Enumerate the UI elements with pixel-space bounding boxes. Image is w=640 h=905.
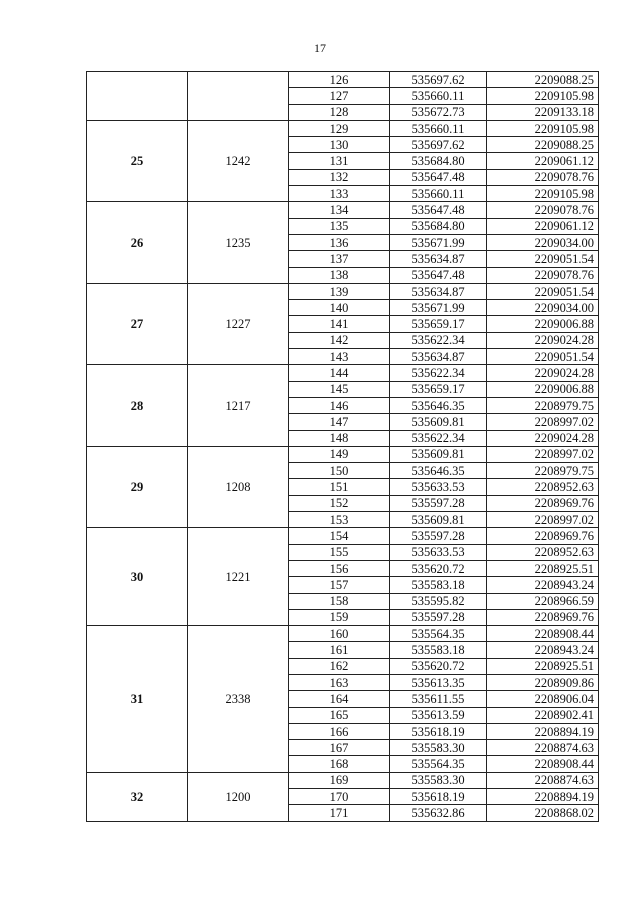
area-cell [188,72,289,121]
point-number-cell: 138 [289,267,390,283]
table-row [87,365,599,381]
area-cell: 1227 [188,283,289,364]
x-coordinate-cell: 535647.48 [390,202,487,218]
y-coordinate-cell: 2208997.02 [487,446,599,462]
y-coordinate-cell: 2208969.76 [487,609,599,625]
x-coordinate-cell: 535583.18 [390,642,487,658]
table-row [87,528,599,544]
point-number-cell: 156 [289,560,390,576]
parcel-number-cell: 25 [87,120,188,201]
x-coordinate-cell: 535597.28 [390,528,487,544]
y-coordinate-cell: 2208966.59 [487,593,599,609]
x-coordinate-cell: 535609.81 [390,414,487,430]
point-number-cell: 169 [289,772,390,788]
y-coordinate-cell: 2209061.12 [487,153,599,169]
y-coordinate-cell: 2208969.76 [487,528,599,544]
area-cell: 1242 [188,120,289,201]
x-coordinate-cell: 535646.35 [390,463,487,479]
y-coordinate-cell: 2209034.00 [487,234,599,250]
y-coordinate-cell: 2208894.19 [487,789,599,805]
x-coordinate-cell: 535583.30 [390,740,487,756]
point-number-cell: 162 [289,658,390,674]
y-coordinate-cell: 2208874.63 [487,772,599,788]
point-number-cell: 154 [289,528,390,544]
point-number-cell: 135 [289,218,390,234]
point-number-cell: 159 [289,609,390,625]
x-coordinate-cell: 535684.80 [390,218,487,234]
point-number-cell: 148 [289,430,390,446]
x-coordinate-cell: 535597.28 [390,609,487,625]
x-coordinate-cell: 535671.99 [390,300,487,316]
point-number-cell: 129 [289,120,390,136]
table-row [87,283,599,299]
area-cell: 2338 [188,626,289,773]
x-coordinate-cell: 535634.87 [390,251,487,267]
point-number-cell: 146 [289,397,390,413]
y-coordinate-cell: 2208868.02 [487,805,599,821]
x-coordinate-cell: 535634.87 [390,283,487,299]
y-coordinate-cell: 2209006.88 [487,381,599,397]
x-coordinate-cell: 535659.17 [390,316,487,332]
x-coordinate-cell: 535622.34 [390,430,487,446]
point-number-cell: 147 [289,414,390,430]
x-coordinate-cell: 535613.35 [390,674,487,690]
point-number-cell: 150 [289,463,390,479]
point-number-cell: 134 [289,202,390,218]
y-coordinate-cell: 2208874.63 [487,740,599,756]
x-coordinate-cell: 535672.73 [390,104,487,120]
table-row [87,772,599,788]
y-coordinate-cell: 2209133.18 [487,104,599,120]
parcel-number-cell: 27 [87,283,188,364]
x-coordinate-cell: 535611.55 [390,691,487,707]
x-coordinate-cell: 535633.53 [390,544,487,560]
x-coordinate-cell: 535697.62 [390,72,487,88]
parcel-number-cell [87,72,188,121]
table-row [87,202,599,218]
point-number-cell: 149 [289,446,390,462]
x-coordinate-cell: 535684.80 [390,153,487,169]
point-number-cell: 161 [289,642,390,658]
y-coordinate-cell: 2209051.54 [487,283,599,299]
y-coordinate-cell: 2209105.98 [487,186,599,202]
x-coordinate-cell: 535564.35 [390,626,487,642]
x-coordinate-cell: 535632.86 [390,805,487,821]
y-coordinate-cell: 2208894.19 [487,723,599,739]
y-coordinate-cell: 2208952.63 [487,479,599,495]
point-number-cell: 133 [289,186,390,202]
x-coordinate-cell: 535647.48 [390,267,487,283]
x-coordinate-cell: 535646.35 [390,397,487,413]
parcel-number-cell: 30 [87,528,188,626]
x-coordinate-cell: 535660.11 [390,120,487,136]
y-coordinate-cell: 2208952.63 [487,544,599,560]
point-number-cell: 166 [289,723,390,739]
point-number-cell: 167 [289,740,390,756]
y-coordinate-cell: 2208943.24 [487,577,599,593]
y-coordinate-cell: 2208909.86 [487,674,599,690]
x-coordinate-cell: 535564.35 [390,756,487,772]
y-coordinate-cell: 2209034.00 [487,300,599,316]
y-coordinate-cell: 2209078.76 [487,202,599,218]
x-coordinate-cell: 535613.59 [390,707,487,723]
x-coordinate-cell: 535595.82 [390,593,487,609]
point-number-cell: 168 [289,756,390,772]
parcel-number-cell: 29 [87,446,188,527]
area-cell: 1208 [188,446,289,527]
y-coordinate-cell: 2209061.12 [487,218,599,234]
y-coordinate-cell: 2209105.98 [487,120,599,136]
area-cell: 1235 [188,202,289,283]
area-cell: 1221 [188,528,289,626]
y-coordinate-cell: 2208908.44 [487,756,599,772]
point-number-cell: 160 [289,626,390,642]
point-number-cell: 139 [289,283,390,299]
point-number-cell: 155 [289,544,390,560]
x-coordinate-cell: 535583.30 [390,772,487,788]
point-number-cell: 137 [289,251,390,267]
x-coordinate-cell: 535671.99 [390,234,487,250]
y-coordinate-cell: 2208902.41 [487,707,599,723]
parcel-number-cell: 26 [87,202,188,283]
table-row [87,72,599,88]
parcel-number-cell: 31 [87,626,188,773]
point-number-cell: 131 [289,153,390,169]
x-coordinate-cell: 535597.28 [390,495,487,511]
point-number-cell: 157 [289,577,390,593]
point-number-cell: 151 [289,479,390,495]
coordinates-table [86,71,599,822]
point-number-cell: 136 [289,234,390,250]
point-number-cell: 128 [289,104,390,120]
x-coordinate-cell: 535622.34 [390,365,487,381]
parcel-number-cell: 28 [87,365,188,446]
point-number-cell: 126 [289,72,390,88]
point-number-cell: 164 [289,691,390,707]
y-coordinate-cell: 2208943.24 [487,642,599,658]
x-coordinate-cell: 535660.11 [390,88,487,104]
point-number-cell: 132 [289,169,390,185]
x-coordinate-cell: 535620.72 [390,658,487,674]
y-coordinate-cell: 2209051.54 [487,349,599,365]
y-coordinate-cell: 2208979.75 [487,463,599,479]
point-number-cell: 171 [289,805,390,821]
y-coordinate-cell: 2208997.02 [487,512,599,528]
x-coordinate-cell: 535633.53 [390,479,487,495]
x-coordinate-cell: 535659.17 [390,381,487,397]
y-coordinate-cell: 2209078.76 [487,267,599,283]
y-coordinate-cell: 2209024.28 [487,365,599,381]
point-number-cell: 165 [289,707,390,723]
y-coordinate-cell: 2209024.28 [487,430,599,446]
x-coordinate-cell: 535620.72 [390,560,487,576]
x-coordinate-cell: 535622.34 [390,332,487,348]
y-coordinate-cell: 2209105.98 [487,88,599,104]
page-number: 17 [314,41,326,55]
point-number-cell: 163 [289,674,390,690]
parcel-number-cell: 32 [87,772,188,821]
point-number-cell: 142 [289,332,390,348]
x-coordinate-cell: 535697.62 [390,137,487,153]
y-coordinate-cell: 2209088.25 [487,72,599,88]
point-number-cell: 144 [289,365,390,381]
table-row [87,626,599,642]
y-coordinate-cell: 2209006.88 [487,316,599,332]
x-coordinate-cell: 535660.11 [390,186,487,202]
y-coordinate-cell: 2208979.75 [487,397,599,413]
y-coordinate-cell: 2209078.76 [487,169,599,185]
point-number-cell: 141 [289,316,390,332]
x-coordinate-cell: 535634.87 [390,349,487,365]
y-coordinate-cell: 2209051.54 [487,251,599,267]
y-coordinate-cell: 2208906.04 [487,691,599,707]
y-coordinate-cell: 2208925.51 [487,560,599,576]
x-coordinate-cell: 535618.19 [390,789,487,805]
area-cell: 1200 [188,772,289,821]
point-number-cell: 145 [289,381,390,397]
y-coordinate-cell: 2208969.76 [487,495,599,511]
point-number-cell: 152 [289,495,390,511]
y-coordinate-cell: 2208997.02 [487,414,599,430]
point-number-cell: 153 [289,512,390,528]
y-coordinate-cell: 2209088.25 [487,137,599,153]
point-number-cell: 170 [289,789,390,805]
table-row [87,446,599,462]
x-coordinate-cell: 535609.81 [390,446,487,462]
point-number-cell: 127 [289,88,390,104]
y-coordinate-cell: 2208925.51 [487,658,599,674]
y-coordinate-cell: 2209024.28 [487,332,599,348]
y-coordinate-cell: 2208908.44 [487,626,599,642]
table-row [87,120,599,136]
point-number-cell: 140 [289,300,390,316]
x-coordinate-cell: 535583.18 [390,577,487,593]
point-number-cell: 158 [289,593,390,609]
point-number-cell: 143 [289,349,390,365]
x-coordinate-cell: 535609.81 [390,512,487,528]
area-cell: 1217 [188,365,289,446]
x-coordinate-cell: 535618.19 [390,723,487,739]
x-coordinate-cell: 535647.48 [390,169,487,185]
coordinates-table-body [87,72,599,822]
point-number-cell: 130 [289,137,390,153]
